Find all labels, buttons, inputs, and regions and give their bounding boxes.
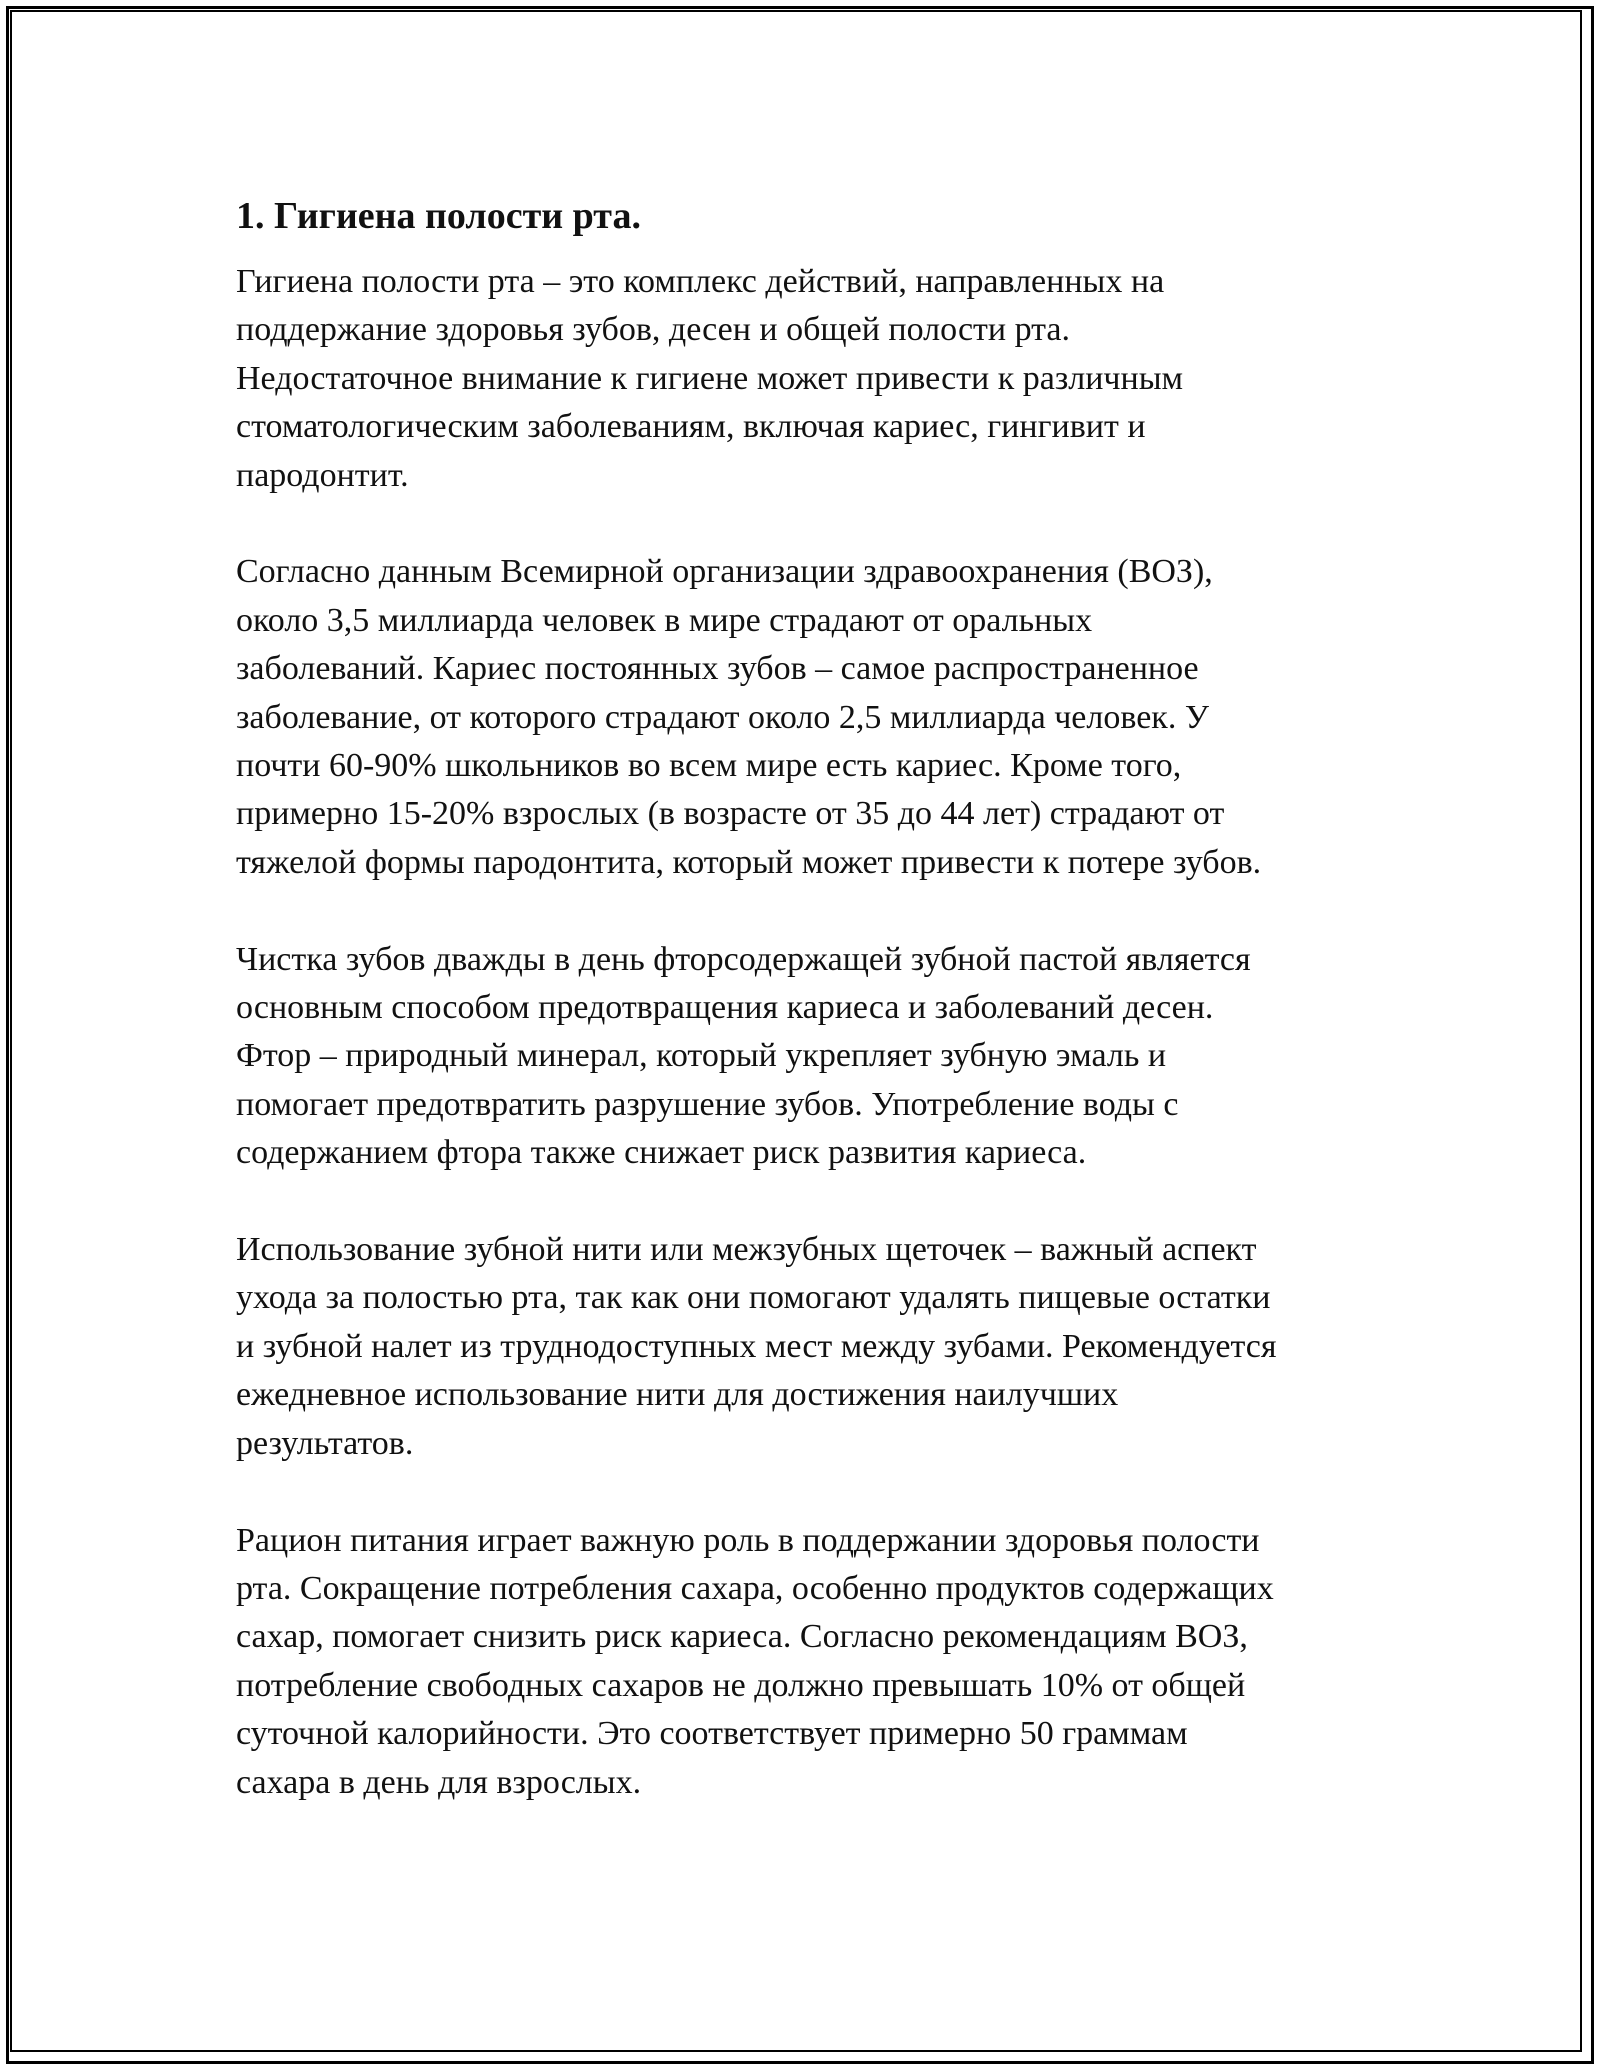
text-line: основным способом предотвращения кариеса и заболеваний десен. (236, 989, 1214, 1027)
text-line: сахар, помогает снизить риск кариеса. Согласно рекомендациям ВОЗ, (236, 1618, 1248, 1656)
paragraph-diet-sugar (236, 1517, 1386, 1807)
text-line: почти 60-90% школьников во всем мире есть кариес. Кроме того, (236, 747, 1182, 785)
text-line: Согласно данным Всемирной организации здравоохранения (ВОЗ), (236, 553, 1213, 591)
text-line: результатов. (236, 1424, 414, 1462)
text-line: Недостаточное внимание к гигиене может привести к различным (236, 359, 1184, 397)
text-line: заболеваний. Кариес постоянных зубов – самое распространенное (236, 650, 1199, 688)
text-line: потребление свободных сахаров не должно превышать 10% от общей (236, 1666, 1246, 1704)
paragraph-toothbrushing-fluoride (236, 936, 1386, 1178)
text-line: пародонтит. (236, 456, 409, 494)
text-line: Использование зубной нити или межзубных щеточек – важный аспект (236, 1231, 1257, 1269)
text-line: поддержание здоровья зубов, десен и общей полости рта. (236, 311, 1071, 349)
text-line: ежедневное использование нити для достижения наилучших (236, 1376, 1119, 1414)
text-line: около 3,5 миллиарда человек в мире страдают от оральных (236, 601, 1093, 639)
document-body (236, 186, 1386, 1855)
text-line: рта. Сокращение потребления сахара, особенно продуктов содержащих (236, 1569, 1274, 1607)
text-line: примерно 15-20% взрослых (в возрасте от 35 до 44 лет) страдают от (236, 795, 1225, 833)
text-line: Чистка зубов дважды в день фторсодержащей зубной пастой является (236, 940, 1251, 978)
text-line: помогает предотвратить разрушение зубов. Употребление воды с (236, 1085, 1179, 1123)
text-line: заболевание, от которого страдают около 2,5 миллиарда человек. У (236, 698, 1209, 736)
text-line: стоматологическим заболеваниям, включая кариес, гингивит и (236, 408, 1146, 446)
text-line: и зубной налет из труднодоступных мест между зубами. Рекомендуется (236, 1327, 1277, 1365)
text-line: суточной калорийности. Это соответствует примерно 50 граммам (236, 1715, 1188, 1753)
paragraph-oral-hygiene-definition (236, 258, 1386, 500)
text-line: Гигиена полости рта – это комплекс действий, направленных на (236, 263, 1165, 300)
text-line: Фтор – природный минерал, который укрепляет зубную эмаль и (236, 1037, 1167, 1075)
text-line: сахара в день для взрослых. (236, 1763, 642, 1801)
paragraph-who-statistics (236, 548, 1386, 887)
paragraph-dental-floss (236, 1226, 1386, 1468)
text-line: содержанием фтора также снижает риск развития кариеса. (236, 1134, 1087, 1172)
text-line: ухода за полостью рта, так как они помогают удалять пищевые остатки (236, 1279, 1271, 1317)
section-heading: 1. Гигиена полости рта. (236, 195, 641, 237)
text-line: Рацион питания играет важную роль в поддержании здоровья полости (236, 1521, 1260, 1559)
text-line: тяжелой формы пародонтита, который может привести к потере зубов. (236, 843, 1262, 881)
